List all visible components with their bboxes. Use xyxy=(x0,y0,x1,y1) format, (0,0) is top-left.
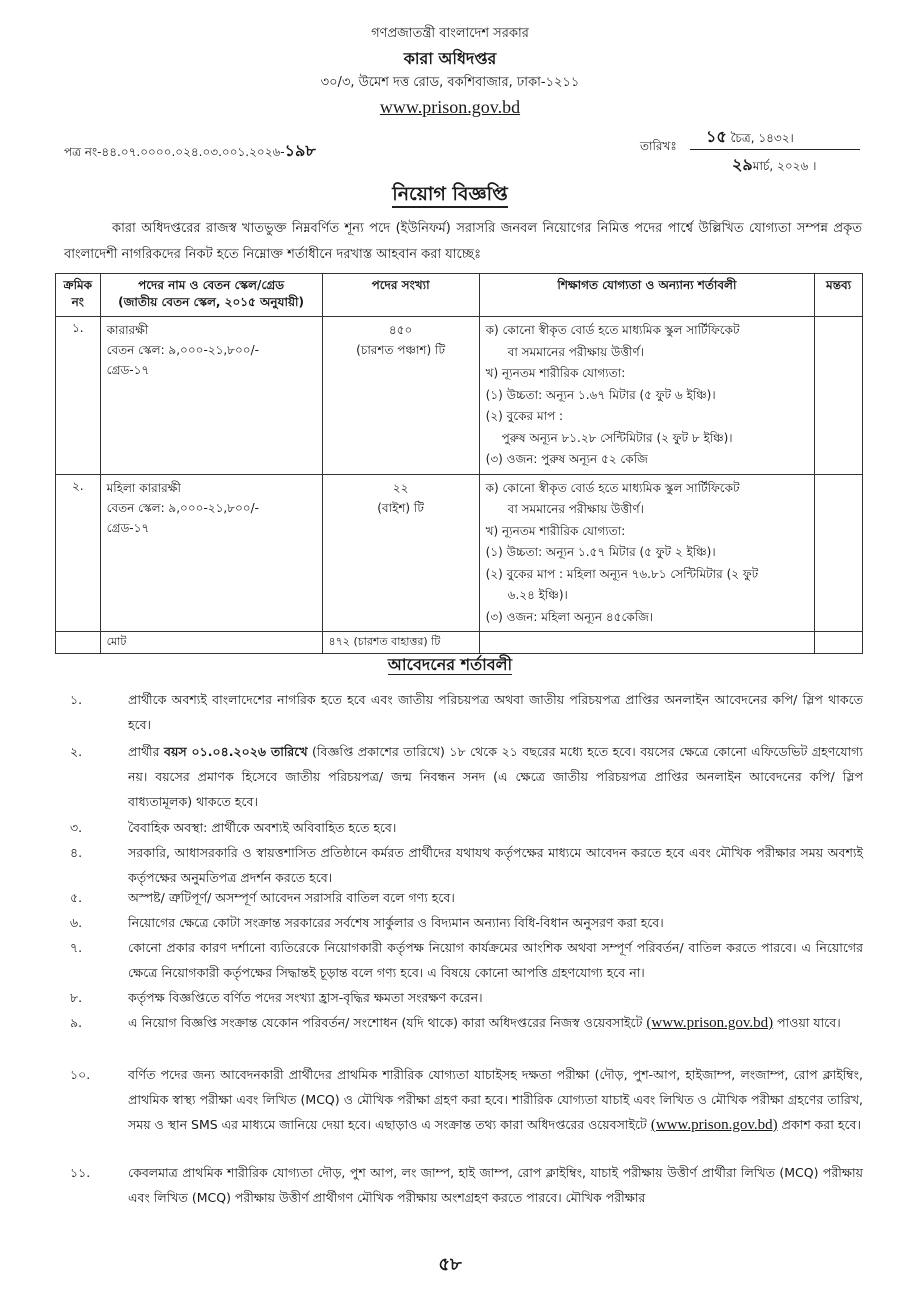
qualification-line: খ) ন্যূনতম শারীরিক যোগ্যতা: xyxy=(485,523,626,538)
condition-item xyxy=(70,935,863,985)
government-name: গণপ্রজাতন্ত্রী বাংলাদেশ সরকার xyxy=(371,26,529,41)
office-address: ৩০/৩, উমেশ দত্ত রোড, বকশিবাজার, ঢাকা-১২১১ xyxy=(320,75,580,90)
vacancy-table xyxy=(55,273,863,654)
post-scale: বেতন স্কেল: ৯,০০০-২১,৮০০/- xyxy=(106,343,259,357)
post-grade: গ্রেড-১৭ xyxy=(106,363,150,377)
count-words: (চারশত পঞ্চাশ) টি xyxy=(356,343,445,357)
memo-handwritten-number: ১৯৮ xyxy=(284,141,316,160)
condition-item xyxy=(70,1062,863,1138)
row-serial: ২. xyxy=(56,474,101,632)
memo-prefix: পত্র নং-৪৪.০৭.০০০০.০২৪.০৩.০০১.২০২৬- xyxy=(64,145,285,159)
condition-text: কোনো প্রকার কারণ দর্শানো ব্যতিরেকে নিয়োগকারী কর্তৃপক্ষ নিয়োগ কার্যক্রমের আংশিক অথবা সম্পূর্ণ পরিবর্তন/ বাতিল করতে পারবে। এ নিয়োগের ক্ষেত্রে নিয়োগকারী কর্তৃপক্ষের সিদ্ধান্তই চূড়ান্ত বলে গণ্য হবে। এ বিষয়ে কোনো আপত্তি গ্রহণযোগ্য হবে না। xyxy=(128,940,863,980)
condition-item xyxy=(70,910,863,935)
intro-paragraph: কারা অধিদপ্তরের রাজস্ব খাতভুক্ত নিম্নবর্ণিত শূন্য পদে (ইউনিফর্ম) সরাসরি জনবল নিয়োগের নিমিত্ত পদের পার্শ্বে উল্লিখিত যোগ্যতা সম্পন্ন প্রকৃত বাংলাদেশী নাগরিকদের নিকট হতে নিম্নোক্ত শর্তাধীনে দরখাস্ত আহবান করা যাচ্ছেঃ xyxy=(64,221,862,262)
row-post xyxy=(100,317,322,475)
qualification-line: ৬.২৪ ইঞ্চি)। xyxy=(507,588,568,602)
page-number: ৫৮ xyxy=(438,1254,462,1275)
count-digits: ২২ xyxy=(392,480,409,495)
date-english xyxy=(732,152,816,179)
qualification-line: (৩) ওজন: পুরুষ অন্যূন ৫২ কেজি xyxy=(485,452,648,466)
condition-number: ২. xyxy=(70,744,83,759)
memo-number xyxy=(64,138,316,165)
department-name: কারা অধিদপ্তর xyxy=(403,49,497,68)
row-remarks xyxy=(815,474,863,632)
condition-text: সরকারি, আধাসরকারি ও স্বায়ত্তশাসিত প্রতিষ্ঠানে কর্মরত প্রার্থীদের যথাযথ কর্তৃপক্ষের মাধ্যমে আবেদন করতে হবে এবং মৌখিক পরীক্ষার সময় অবশ্যই কর্তৃপক্ষের অনুমতিপত্র প্রদর্শন করতে হবে। xyxy=(128,845,863,885)
condition-text xyxy=(128,739,863,814)
condition-item xyxy=(70,739,863,814)
qualification-line: ক) কোনো স্বীকৃত বোর্ড হতে মাধ্যমিক স্কুল সার্টিফিকেট xyxy=(485,323,740,337)
condition-number: ৬. xyxy=(70,915,83,930)
row-qualification xyxy=(479,317,815,475)
table-row xyxy=(56,474,863,632)
row-remarks xyxy=(815,317,863,475)
conditions-title-text: আবেদনের শর্তাবলী xyxy=(387,655,513,674)
condition-item xyxy=(70,840,863,890)
qualification-line: বা সমমানের পরীক্ষায় উত্তীর্ণ। xyxy=(507,502,644,516)
table-header-row xyxy=(56,274,863,317)
total-label: মোট xyxy=(100,632,322,654)
header-count: পদের সংখ্যা xyxy=(322,274,479,317)
notice-title-text: নিয়োগ বিজ্ঞপ্তি xyxy=(392,183,507,208)
condition-text-pre: প্রার্থীর xyxy=(128,744,165,759)
condition-text-main: এ নিয়োগ বিজ্ঞপ্তি সংক্রান্ত যেকোন পরিবর্তন/ সংশোধন (যদি থাকে) কারা অধিদপ্তরের নিজস্ব ওয়েবসাইটে xyxy=(128,1015,643,1030)
condition-text: অস্পষ্ট/ ত্রুটিপূর্ণ/ অসম্পূর্ণ আবেদন সরাসরি বাতিল বলে গণ্য হবে। xyxy=(128,890,455,905)
condition-text: কেবলমাত্র প্রাথমিক শারীরিক যোগ্যতা দৌড়, পুশ আপ, লং জাম্প, হাই জাম্প, রোপ ক্লাইম্বিং, যাচাই পরীক্ষায় উত্তীর্ণ প্রার্থীরা লিখিত (MCQ) পরীক্ষায় এবং লিখিত (MCQ) পরীক্ষায় উত্তীর্ণ প্রার্থীগণ মৌখিক পরীক্ষায় অংশগ্রহণ করতে পারবে। মৌখিক পরীক্ষার xyxy=(128,1165,863,1205)
qualification-line: ক) কোনো স্বীকৃত বোর্ড হতে মাধ্যমিক স্কুল সার্টিফিকেট xyxy=(485,480,740,495)
condition-text-rest: (বিজ্ঞপ্তি প্রকাশের তারিখে) ১৮ থেকে ২১ বছরের মধ্যে হতে হবে। বয়সের ক্ষেত্রে কোনো এফিডেভিট গ্রহণযোগ্য নয়। বয়সের প্রমাণক হিসেবে জাতীয় পরিচয়পত্র/ জন্ম নিবন্ধন সনদ (এ ক্ষেত্রে জাতীয় পরিচয়পত্র প্রাপ্তির অনলাইন আবেদনের কপি/ স্লিপ বাধ্যতামূলক) থাকতে হবে। xyxy=(128,744,863,809)
condition-text: বৈবাহিক অবস্থা: প্রার্থীকে অবশ্যই অবিবাহিত হতে হবে। xyxy=(128,820,397,835)
qualification-line: (১) উচ্চতা: অন্যূন ১.৬৭ মিটার (৫ ফুট ৬ ইঞ্চি)। xyxy=(485,387,716,402)
date-english-day: ২৯ xyxy=(732,155,753,174)
post-name: মহিলা কারারক্ষী xyxy=(106,480,181,495)
count-words: (বাইশ) টি xyxy=(377,500,424,515)
website-link[interactable]: (www.prison.gov.bd) xyxy=(646,1015,774,1031)
header-qualification: শিক্ষাগত যোগ্যতা ও অন্যান্য শর্তাবলী xyxy=(479,274,815,317)
header-remarks: মন্তব্য xyxy=(815,274,863,317)
condition-text: প্রার্থীকে অবশ্যই বাংলাদেশের নাগরিক হতে হবে এবং জাতীয় পরিচয়পত্র অথবা জাতীয় পরিচয়পত্র প্রাপ্তির অনলাইন আবেদনের কপি/ স্লিপ থাকতে হবে। xyxy=(128,692,863,732)
website-link[interactable]: www.prison.gov.bd xyxy=(379,97,521,117)
date-bangla xyxy=(706,124,794,151)
post-name: কারারক্ষী xyxy=(106,323,149,337)
website-link[interactable]: (www.prison.gov.bd) xyxy=(650,1117,778,1133)
qualification-line: (৩) ওজন: মহিলা অন্যূন ৪৫কেজি। xyxy=(485,609,654,624)
qualification-line: (২) বুকের মাপ : মহিলা অন্যূন ৭৬.৮১ সেন্টিমিটার (২ ফুট xyxy=(485,566,759,581)
condition-item xyxy=(70,1010,863,1036)
conditions-title xyxy=(0,652,900,679)
count-digits: ৪৫০ xyxy=(388,323,413,337)
date-divider xyxy=(690,149,860,150)
condition-text-main: বর্ণিত পদের জন্য আবেদনকারী প্রার্থীদের প্রাথমিক শারীরিক যোগ্যতা যাচাইসহ দক্ষতা পরীক্ষা (দৌড়, পুশ-আপ, হাইজাম্প, লংজাম্প, রোপ ক্লাইম্বিং, প্রাথমিক স্বাস্থ্য পরীক্ষা এবং লিখিত (MCQ) ও মৌখিক পরীক্ষা গ্রহণ করা হবে। শারীরিক যোগ্যতা যাচাই এবং লিখিত ও মৌখিক পরীক্ষা গ্রহণের তারিখ, সময় ও স্থান SMS এর মাধ্যমে জানিয়ে দেয়া হবে। এছাড়াও এ সংক্রান্ত তথ্য কারা অধিদপ্তরের ওয়েবসাইটে xyxy=(128,1067,863,1132)
header-post-label: পদের নাম ও বেতন স্কেল/গ্রেড xyxy=(138,278,285,292)
total-empty-cell xyxy=(479,632,815,654)
date-bangla-rest: চৈত্র, ১৪৩২। xyxy=(726,131,794,145)
notice-title xyxy=(0,180,900,212)
condition-item xyxy=(70,815,863,840)
date-bangla-day: ১৫ xyxy=(706,127,727,146)
condition-number: ১০. xyxy=(70,1067,91,1082)
condition-number: ৪. xyxy=(70,845,83,860)
qualification-line: (২) বুকের মাপ : xyxy=(485,409,564,423)
condition-item xyxy=(70,1160,863,1210)
total-empty-cell xyxy=(56,632,101,654)
date-english-rest: মার্চ, ২০২৬ । xyxy=(752,159,817,173)
row-count xyxy=(322,474,479,632)
table-row xyxy=(56,317,863,475)
condition-number: ৯. xyxy=(70,1015,83,1030)
condition-text xyxy=(128,1010,863,1036)
condition-number: ১১. xyxy=(70,1165,91,1180)
condition-number: ১. xyxy=(70,692,83,707)
condition-item xyxy=(70,885,863,910)
row-qualification xyxy=(479,474,815,632)
condition-number: ৫. xyxy=(70,890,83,905)
header-post-sub: (জাতীয় বেতন স্কেল, ২০১৫ অনুযায়ী) xyxy=(118,295,304,309)
post-scale: বেতন স্কেল: ৯,০০০-২১,৮০০/- xyxy=(106,500,259,515)
qualification-line: পুরুষ অন্যূন ৮১.২৮ সেন্টিমিটার (২ ফুট ৮ ইঞ্চি)। xyxy=(501,430,733,445)
header-serial: ক্রমিক নং xyxy=(56,274,101,317)
date-label: তারিখঃ xyxy=(640,139,677,153)
table-total-row xyxy=(56,632,863,654)
condition-text: নিয়োগের ক্ষেত্রে কোটা সংক্রান্ত সরকারের সর্বশেষ সার্কুলার ও বিদ্যমান অন্যান্য বিধি-বিধান অনুসরণ করা হবে। xyxy=(128,915,664,930)
row-count xyxy=(322,317,479,475)
qualification-line: খ) ন্যূনতম শারীরিক যোগ্যতা: xyxy=(485,366,626,380)
condition-item xyxy=(70,687,863,737)
condition-text-post: প্রকাশ করা হবে। xyxy=(777,1117,861,1132)
row-post xyxy=(100,474,322,632)
total-value: ৪৭২ (চারশত বাহাত্তর) টি xyxy=(322,632,479,654)
condition-text-bold: বয়স ০১.০৪.২০২৬ তারিখে xyxy=(164,744,308,759)
row-serial: ১. xyxy=(56,317,101,475)
condition-text xyxy=(128,1062,863,1138)
total-empty-cell xyxy=(815,632,863,654)
condition-item xyxy=(70,985,863,1010)
header-post xyxy=(100,274,322,317)
condition-number: ৩. xyxy=(70,820,83,835)
qualification-line: (১) উচ্চতা: অন্যূন ১.৫৭ মিটার (৫ ফুট ২ ইঞ্চি)। xyxy=(485,545,716,559)
qualification-line: বা সমমানের পরীক্ষায় উত্তীর্ণ। xyxy=(507,344,644,359)
condition-number: ৮. xyxy=(70,990,83,1005)
condition-text-post: পাওয়া যাবে। xyxy=(773,1015,841,1030)
condition-number: ৭. xyxy=(70,940,83,955)
post-grade: গ্রেড-১৭ xyxy=(106,520,150,535)
condition-text: কর্তৃপক্ষ বিজ্ঞপ্তিতে বর্ণিত পদের সংখ্যা হ্রাস-বৃদ্ধির ক্ষমতা সংরক্ষণ করেন। xyxy=(128,990,483,1005)
